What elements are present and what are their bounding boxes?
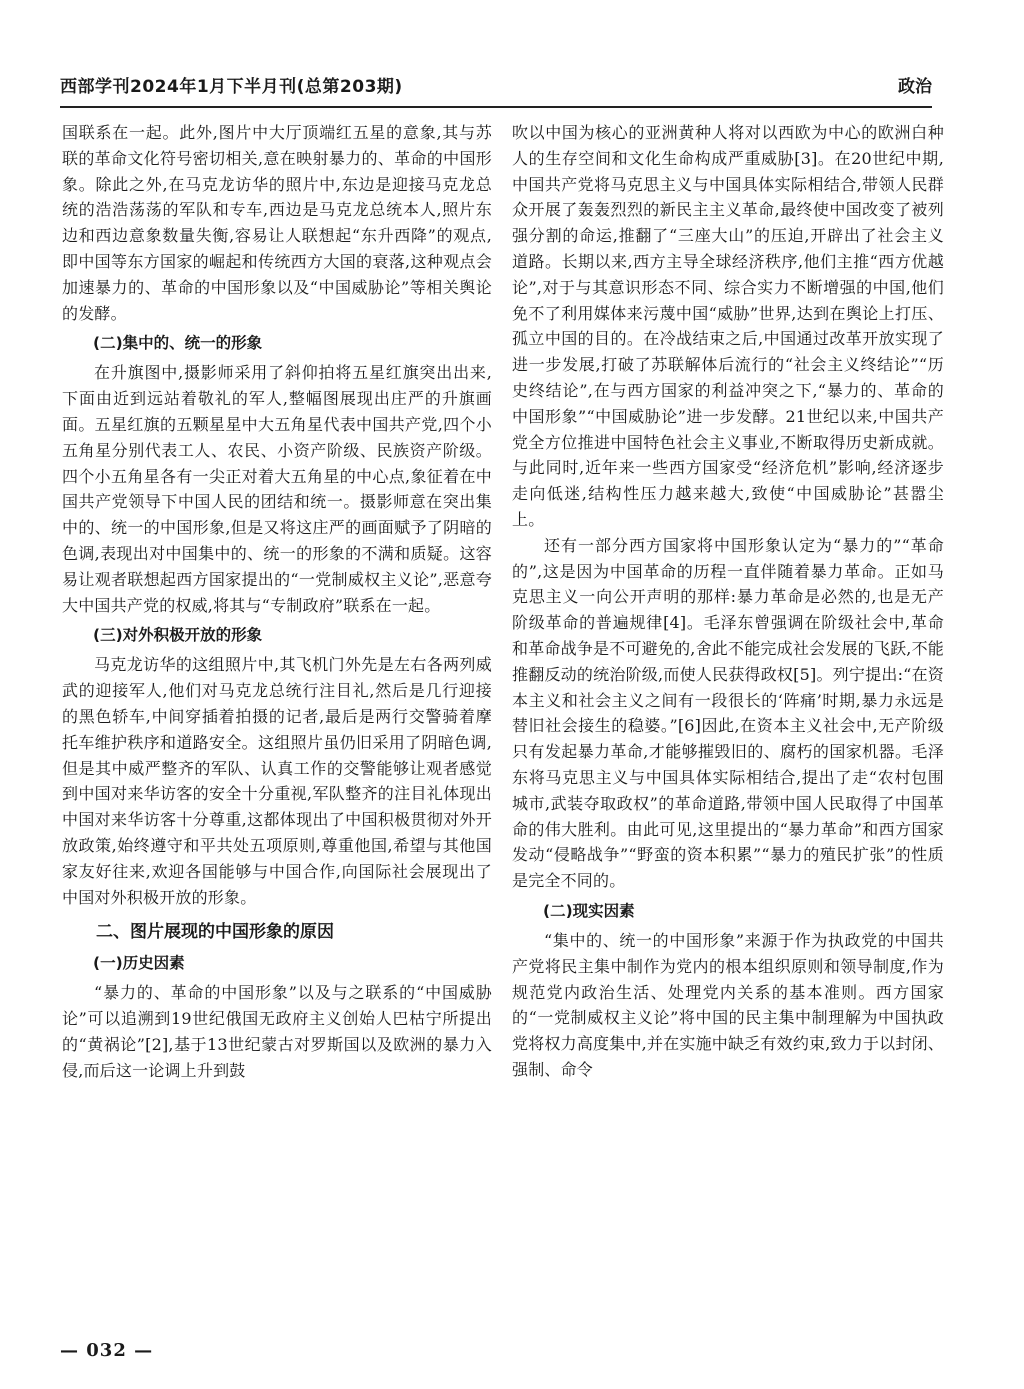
left-column [62,120,492,1320]
subheading: (一)历史因素 [93,954,185,973]
section-heading: 二、图片展现的中国形象的原因 [96,922,334,943]
paragraph: 在升旗图中,摄影师采用了斜仰拍将五星红旗突出出来,下面由近到远站着敬礼的军人,整幅图展现出庄严的升旗画面。五星红旗的五颗星星中大五角星代表中国共产党,四个小五角星分别代表工人、农民、小资产阶级、民族资产阶级。四个小五角星各有一尖正对着大五角星的中心点,象征着在中国共产党领导下中国人民的团结和统一。摄影师意在突出集中的、统一的中国形象,但是又将这庄严的画面赋予了阴暗的色调,表现出对中国集中的、统一的形象的不满和质疑。这容易让观者联想起西方国家提出的“一党制威权主义论”,恶意夸大中国共产党的权威,将其与“专制政府”联系在一起。 [62,363,492,615]
journal-title: 西部学刊2024年1月下半月刊(总第203期) [60,77,403,97]
paragraph: 国联系在一起。此外,图片中大厅顶端红五星的意象,其与苏联的革命文化符号密切相关,意在映射暴力的、革命的中国形象。除此之外,在马克龙访华的照片中,东边是迎接马克龙总统的浩浩荡荡的军队和专车,西边是马克龙总统本人,照片东边和西边意象数量失衡,容易让人联想起“东升西降”的观点,即中国等东方国家的崛起和传统西方大国的衰落,这种观点会加速暴力的、革命的中国形象以及“中国威胁论”等相关舆论的发酵。 [62,123,492,323]
subheading: (二)集中的、统一的形象 [93,334,263,353]
paragraph: 还有一部分西方国家将中国形象认定为“暴力的”“革命的”,这是因为中国革命的历程一直伴随着暴力革命。正如马克思主义一向公开声明的那样:暴力革命是必然的,也是无产阶级革命的普遍规律[4]。毛泽东曾强调在阶级社会中,革命和革命战争是不可避免的,舍此不能完成社会发展的飞跃,不能推翻反动的统治阶级,而使人民获得政权[5]。列宁提出:“在资本主义和社会主义之间有一段很长的‘阵痛’时期,暴力永远是替旧社会接生的稳婆。”[6]因此,在资本主义社会中,无产阶级只有发起暴力革命,才能够摧毁旧的、腐朽的国家机器。毛泽东将马克思主义与中国具体实际相结合,提出了走“农村包围城市,武装夺取政权”的革命道路,带领中国人民取得了中国革命的伟大胜利。由此可见,这里提出的“暴力革命”和西方国家发动“侵略战争”“野蛮的资本积累”“暴力的殖民扩张”的性质是完全不同的。 [512,535,944,891]
paragraph: “暴力的、革命的中国形象”以及与之联系的“中国威胁论”可以追溯到19世纪俄国无政府主义创始人巴枯宁所提出的“黄祸论”[2],基于13世纪蒙古对罗斯国以及欧洲的暴力入侵,而后这一论调上升到鼓 [62,983,492,1080]
paragraph: “集中的、统一的中国形象”来源于作为执政党的中国共产党将民主集中制作为党内的根本组织原则和领导制度,作为规范党内政治生活、处理党内关系的基本准则。西方国家的“一党制威权主义论”将中国的民主集中制理解为中国执政党将权力高度集中,并在实施中缺乏有效约束,致力于以封闭、强制、命令 [512,930,944,1079]
section-tag: 政治 [898,77,932,97]
paragraph: 吹以中国为核心的亚洲黄种人将对以西欧为中心的欧洲白种人的生存空间和文化生命构成严重威胁[3]。在20世纪中期,中国共产党将马克思主义与中国具体实际相结合,带领人民群众开展了轰轰烈烈的新民主主义革命,最终使中国改变了被列强分割的命运,推翻了“三座大山”的压迫,开辟出了社会主义道路。长期以来,西方主导全球经济秩序,他们主推“西方优越论”,对于与其意识形态不同、综合实力不断增强的中国,他们免不了利用媒体来污蔑中国“威胁”世界,达到在舆论上打压、孤立中国的目的。在冷战结束之后,中国通过改革开放实现了进一步发展,打破了苏联解体后流行的“社会主义终结论”“历史终结论”,在与西方国家的利益冲突之下,“暴力的、革命的中国形象”“中国威胁论”进一步发酵。21世纪以来,中国共产党全方位推进中国特色社会主义事业,不断取得历史新成就。与此同时,近年来一些西方国家受“经济危机”影响,经济逐步走向低迷,结构性压力越来越大,致使“中国威胁论”甚嚣尘上。 [512,123,944,529]
running-header [60,70,932,108]
page-number: — 032 — [60,1340,154,1361]
right-column [512,120,944,1320]
paragraph: 马克龙访华的这组照片中,其飞机门外先是左右各两列威武的迎接军人,他们对马克龙总统行注目礼,然后是几行迎接的黑色轿车,中间穿插着拍摄的记者,最后是两行交警骑着摩托车维护秩序和道路安全。这组照片虽仍旧采用了阴暗色调,但是其中威严整齐的军队、认真工作的交警能够让观者感觉到中国对来华访客的安全十分重视,军队整齐的注目礼体现出中国对来华访客十分尊重,这都体现出了中国积极贯彻对外开放政策,始终遵守和平共处五项原则,尊重他国,希望与其他国家友好往来,欢迎各国能够与中国合作,向国际社会展现出了中国对外积极开放的形象。 [62,655,492,907]
subheading: (二)现实因素 [543,901,635,920]
subheading: (三)对外积极开放的形象 [93,626,263,645]
